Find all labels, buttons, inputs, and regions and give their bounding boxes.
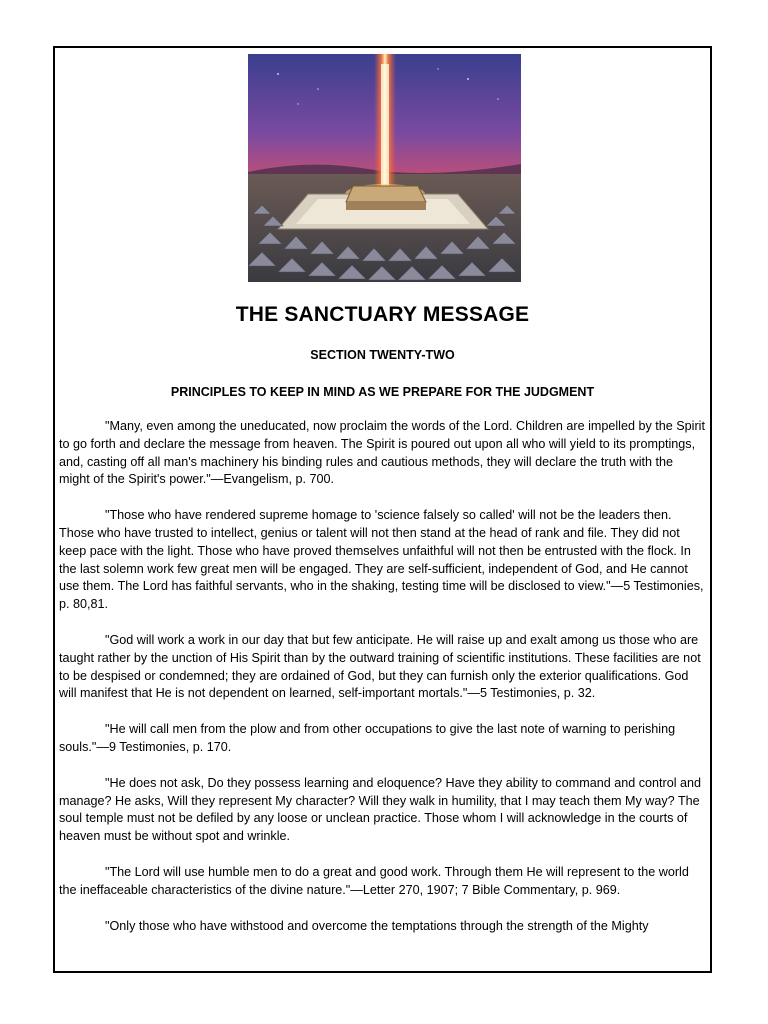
tabernacle-illustration [248, 54, 521, 282]
paragraph: "Only those who have withstood and overcome the temptations through the strength of the Mighty [105, 918, 649, 933]
section-heading: SECTION TWENTY-TWO [310, 348, 455, 362]
paragraph: "God will work a work in our day that but few anticipate. He will raise up and exalt among us those who are taught rather by the unction of His Spirit than by the outward training of scientific institutions. These facilities are not to be despised or condemned; they are ordained of God, but they can furnish only the exterior qualifications. God will manifest that He is not dependent on learned, self-important mortals."—5 Testimonies, p. 32. [59, 632, 701, 701]
section-subtitle: PRINCIPLES TO KEEP IN MIND AS WE PREPARE FOR THE JUDGMENT [170, 385, 595, 399]
paragraph: "Many, even among the uneducated, now proclaim the words of the Lord. Children are impelled by the Spirit to go forth and declare the message from heaven. The Spirit is poured out upon all who will yield to its promptings, and, casting off all man's machinery his binding rules and cautious methods, they will declare the truth with the might of the Spirit's power."—Evangelism, p. 700. [59, 419, 705, 487]
paragraph: "Those who have rendered supreme homage to 'science falsely so called' will not be the leaders then. Those who have trusted to intellect, genius or talent will not then stand at the head of rank and file. They did not keep pace with the light. Those who have proved themselves unfaithful will not then be entrusted with the flock. In the last solemn work few great men will be engaged. They are self-sufficient, independent of God, and He cannot use them. The Lord has faithful servants, who in the shaking, testing time will be disclosed to view."—5 Testimonies, p. 80,81. [59, 508, 704, 612]
page-title: THE SANCTUARY MESSAGE [235, 303, 530, 326]
paragraph: "He does not ask, Do they possess learning and eloquence? Have they ability to command and control and manage? He asks, Will they represent My character? Will they walk in humility, that I may teach them My way? The soul temple must not be defiled by any loose or unclean practice. Those whom I will acknowledge in the courts of heaven must be without spot and wrinkle. [59, 775, 702, 844]
tabernacle-picture [248, 54, 521, 282]
paragraph: "He will call men from the plow and from other occupations to give the last note of warning to perishing souls."—9 Testimonies, p. 170. [59, 722, 676, 754]
paragraph: "The Lord will use humble men to do a great and good work. Through them He will represent to the world the ineffaceable characteristics of the divine nature."—Letter 270, 1907; 7 Bible Commentary, p. 969. [59, 864, 689, 897]
body-text [59, 418, 706, 953]
document-page [53, 46, 712, 973]
